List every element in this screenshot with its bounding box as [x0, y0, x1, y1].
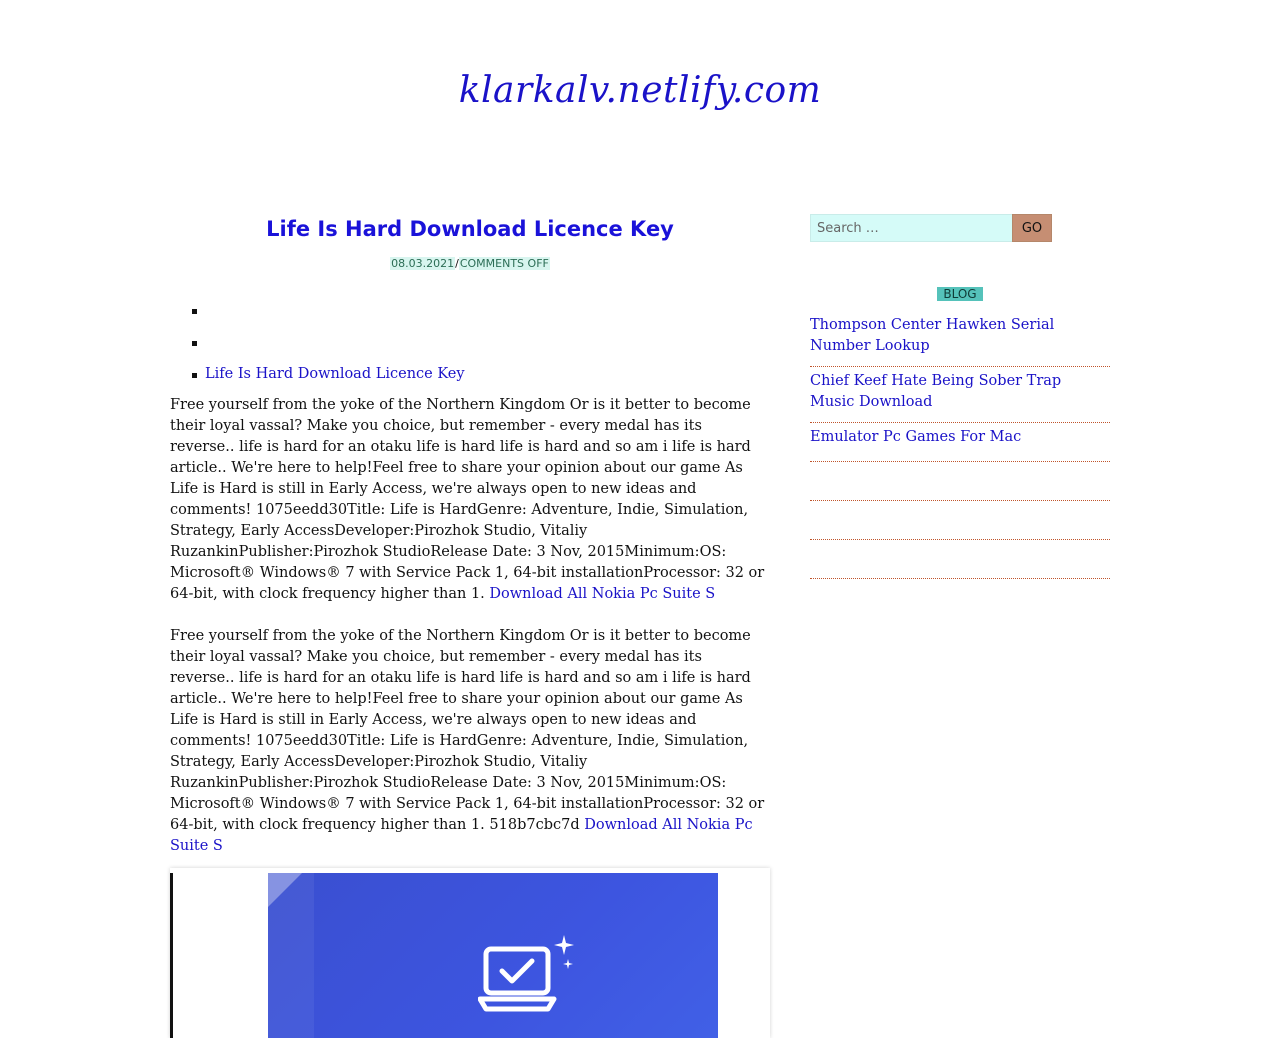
post-paragraph	[170, 626, 770, 857]
post-image	[170, 868, 770, 1038]
laptop-check-icon	[478, 929, 578, 1019]
paragraph-text: Free yourself from the yoke of the Northern Kingdom Or is it better to become their loyal vassal? Make you choice, but remember - every medal has its reverse.. life is hard for an otaku life is hard life is hard and so am i life is hard article.. We're here to help!Feel free to share your opinion about our game As Life is Hard is still in Early Access, we're always open to new ideas and comments! 1075eedd30Title: Life is HardGenre: Adventure, Indie, Simulation, Strategy, Early AccessDeveloper:Pirozhok Studio, Vitaliy RuzankinPublisher:Pirozhok StudioRelease Date: 3 Nov, 2015Minimum:OS: Microsoft® Windows® 7 with Service Pack 1, 64-bit installationProcessor: 32 or 64-bit, with clock frequency higher than 1.	[170, 397, 765, 602]
search-form	[810, 214, 1110, 242]
search-input[interactable]	[810, 214, 1014, 242]
comments-status: COMMENTS OFF	[459, 257, 549, 270]
sidebar-link[interactable]: Chief Keef Hate Being Sober Trap Music Download	[810, 373, 1062, 410]
breadcrumb-item[interactable]	[192, 299, 770, 331]
sidebar-item[interactable]	[810, 311, 1110, 367]
sidebar-item[interactable]	[810, 540, 1110, 579]
sidebar-item[interactable]	[810, 462, 1110, 501]
paragraph-link[interactable]: Download All Nokia Pc Suite S	[170, 817, 753, 854]
search-button[interactable]: GO	[1012, 214, 1052, 242]
main-content	[170, 214, 770, 857]
sidebar	[810, 214, 1110, 579]
widget-title	[810, 287, 1110, 302]
breadcrumb-item[interactable]	[192, 363, 770, 395]
image-corner	[268, 873, 302, 907]
breadcrumb-item[interactable]	[192, 331, 770, 363]
sidebar-link[interactable]: Thompson Center Hawken Serial Number Lookup	[810, 317, 1055, 354]
site-title[interactable]: klarkalv.netlify.com	[458, 70, 822, 111]
meta-separator: /	[455, 257, 459, 270]
post-title[interactable]: Life Is Hard Download Licence Key	[266, 217, 674, 241]
paragraph-text: Free yourself from the yoke of the Northern Kingdom Or is it better to become their loyal vassal? Make you choice, but remember - every medal has its reverse.. life is hard for an otaku life is hard life is hard and so am i life is hard article.. We're here to help!Feel free to share your opinion about our game As Life is Hard is still in Early Access, we're always open to new ideas and comments! 1075eedd30Title: Life is HardGenre: Adventure, Indie, Simulation, Strategy, Early AccessDeveloper:Pirozhok Studio, Vitaliy RuzankinPublisher:Pirozhok StudioRelease Date: 3 Nov, 2015Minimum:OS: Microsoft® Windows® 7 with Service Pack 1, 64-bit installationProcessor: 32 or 64-bit, with clock frequency higher than 1. 518b7cbc7d	[170, 628, 765, 833]
sidebar-item[interactable]	[810, 367, 1110, 423]
post-image-art	[268, 873, 718, 1038]
breadcrumb	[170, 299, 770, 395]
sidebar-item[interactable]	[810, 501, 1110, 540]
blog-badge: BLOG	[937, 287, 982, 301]
breadcrumb-link-current[interactable]: Life Is Hard Download Licence Key	[205, 366, 465, 382]
paragraph-link[interactable]: Download All Nokia Pc Suite S	[489, 586, 716, 602]
sidebar-links	[810, 311, 1110, 579]
post-date: 08.03.2021	[391, 257, 455, 270]
post-paragraph	[170, 395, 770, 605]
image-left-border	[170, 873, 173, 1038]
sidebar-item[interactable]	[810, 423, 1110, 462]
sidebar-link[interactable]: Emulator Pc Games For Mac	[810, 429, 1022, 445]
post-meta	[170, 257, 770, 271]
